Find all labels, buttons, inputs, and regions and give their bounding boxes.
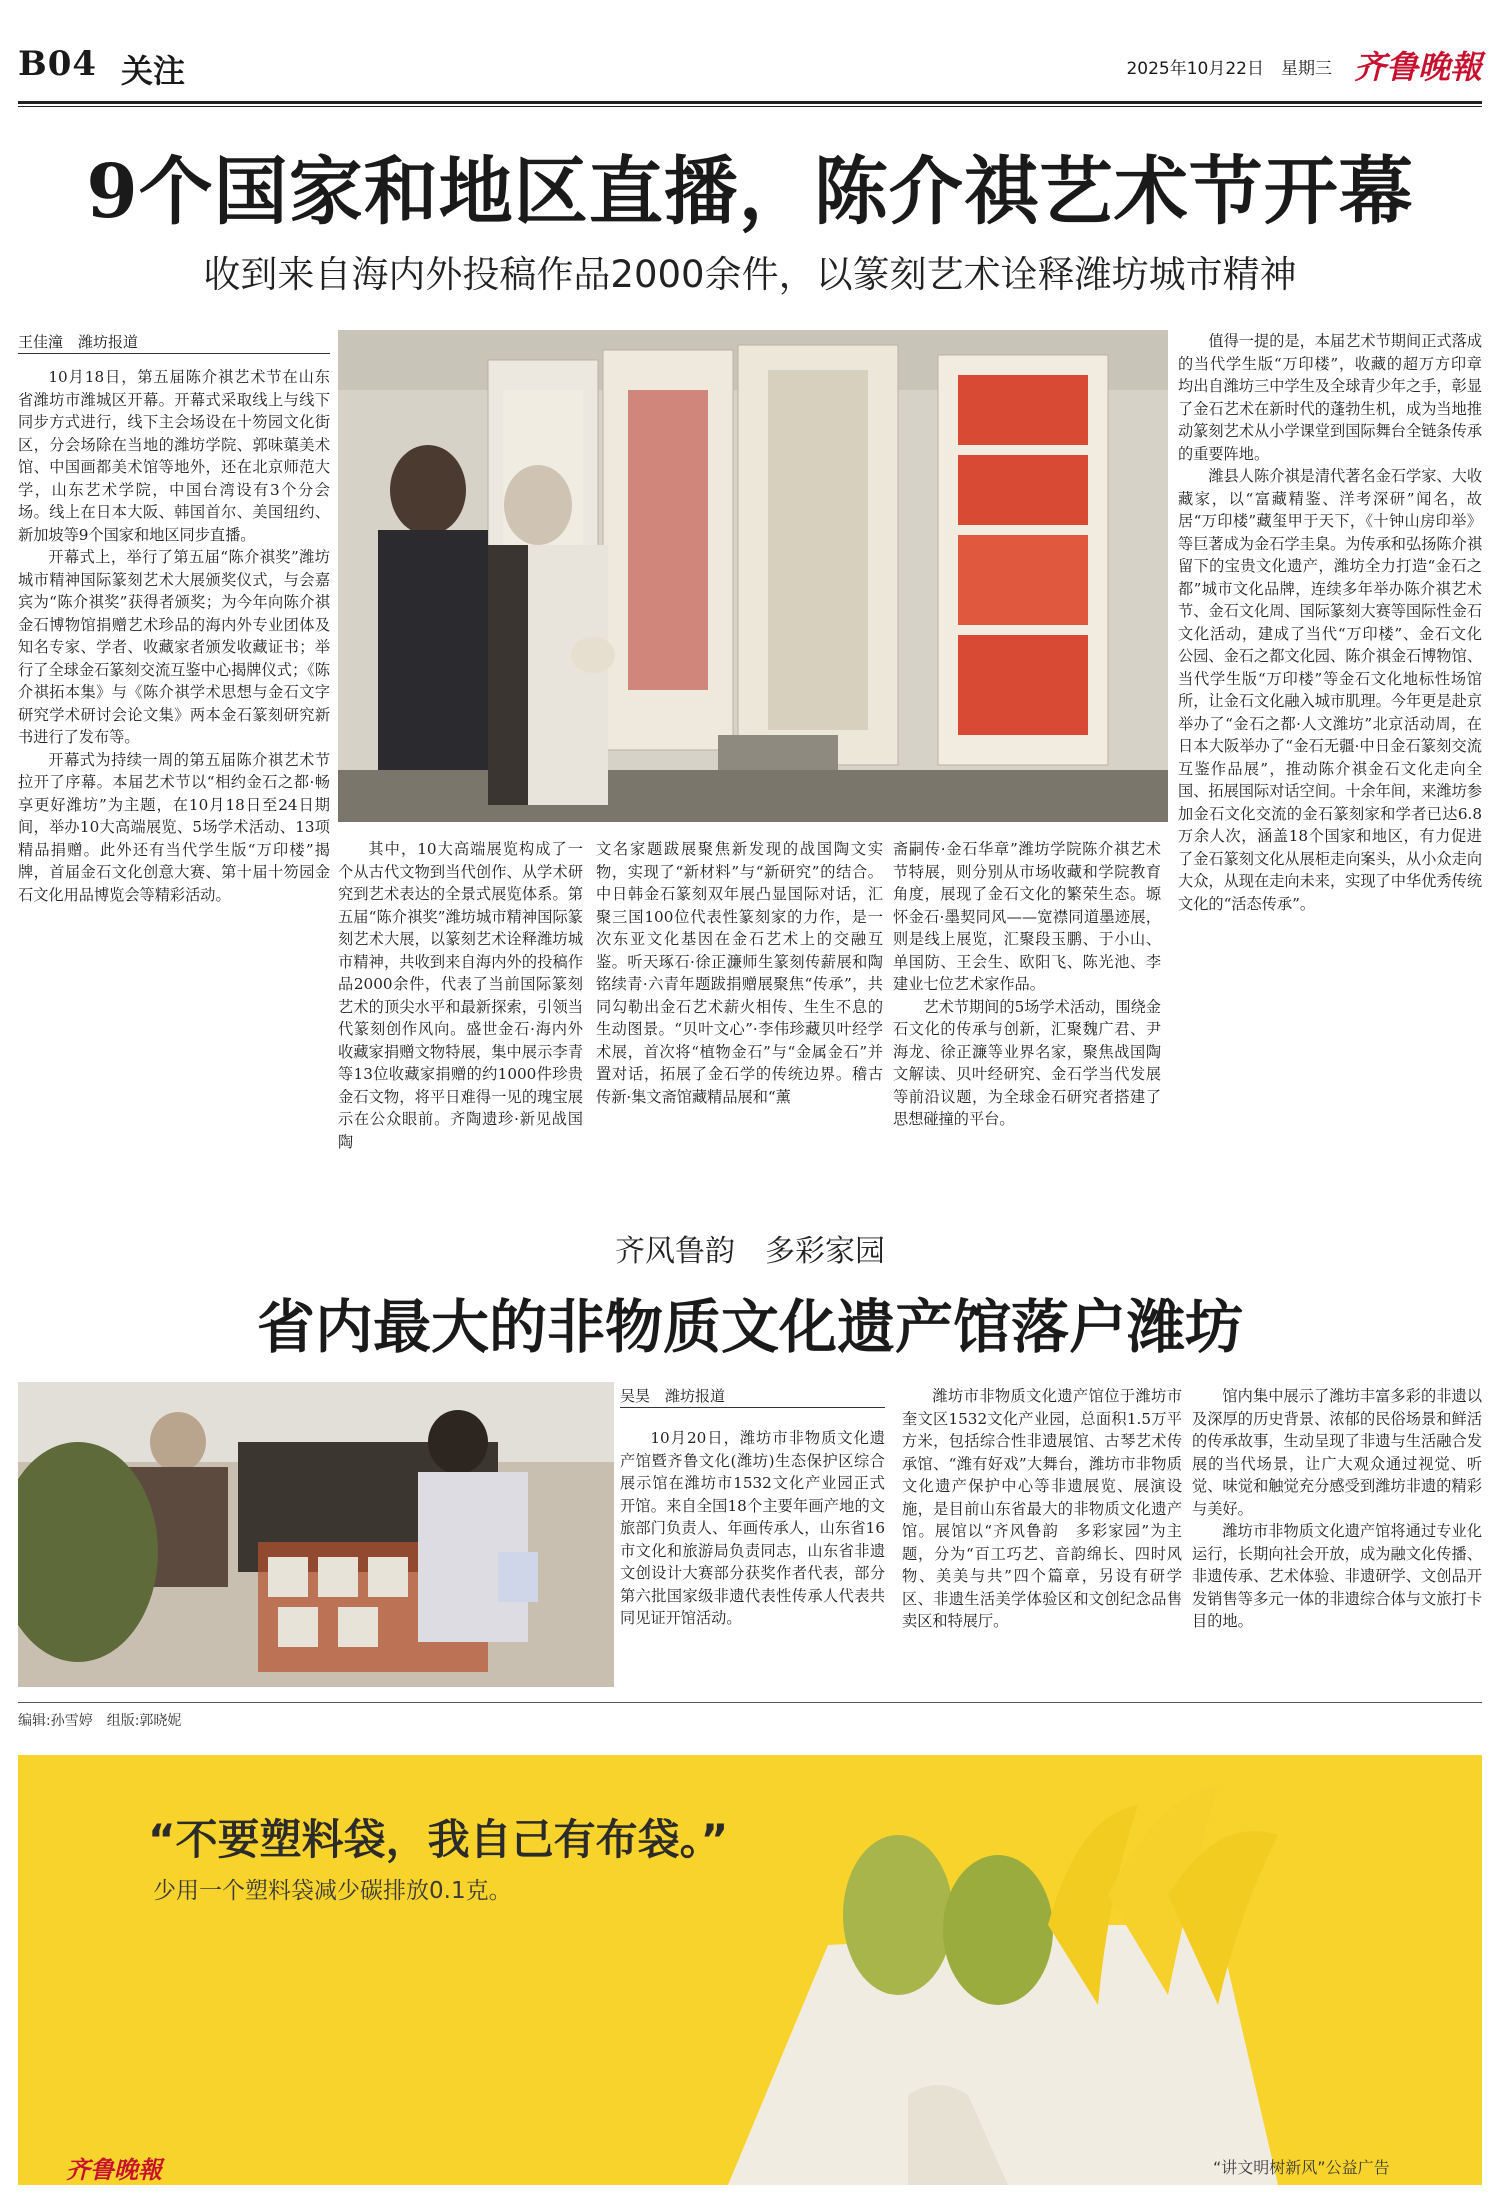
- public-service-ad: [18, 1755, 1482, 2185]
- exhibition-photo-image: [338, 330, 1168, 822]
- story1-column-3: [596, 838, 883, 1198]
- page-number: B04: [18, 44, 98, 84]
- story1-column-1: [18, 366, 330, 1196]
- story1-column-2: [338, 838, 583, 1198]
- ad-subline: 少用一个塑料袋减少碳排放0.1克。: [153, 1878, 512, 1904]
- exhibition-photo: [338, 330, 1168, 822]
- heritage-hall-photo: [18, 1382, 614, 1687]
- ad-campaign-tag: “讲文明树新风”公益广告: [1213, 2158, 1390, 2177]
- story1-column-5: [1178, 330, 1482, 1200]
- story1-column-4: [893, 838, 1161, 1198]
- editor-rule: [18, 1702, 1482, 1703]
- section-name: 关注: [121, 52, 186, 90]
- editor-credit: 编辑:孙雪婷 组版:郭晓妮: [18, 1713, 182, 1729]
- heritage-hall-photo-image: [18, 1382, 614, 1687]
- story2-column-3: [1192, 1385, 1482, 1695]
- story2-headline: 省内最大的非物质文化遗产馆落户潍坊: [256, 1293, 1243, 1361]
- story2-byline: 吴昊 潍坊报道: [620, 1387, 726, 1405]
- story1-byline: 王佳潼 潍坊报道: [18, 333, 139, 351]
- story2-col1-para: 10月20日，潍坊市非物质文化遗产馆暨齐鲁文化(潍坊)生态保护区综合展示馆在潍坊市1532文化产业园正式开馆。来自全国18个主要年画产地的文旅部门负责人、年画传承人，山东省16市文化和旅游局负责同志，山东省非遗文创设计大赛部分获奖作者代表，部分第六批国家级非遗代表性传承人代表共同见证开馆活动。: [620, 1429, 885, 1627]
- story2-column-1: [620, 1427, 885, 1692]
- masthead: [18, 40, 1482, 96]
- story2-kicker: 齐风鲁韵 多彩家园: [615, 1234, 885, 1269]
- story1-col1-para: 10月18日，第五届陈介祺艺术节在山东省潍坊市潍城区开幕。开幕式采取线上与线下同步方式进行，线下主会场设在十笏园文化街区，分会场除在当地的潍坊学院、郭味蕖美术馆、中国画都美术馆等地外，还在北京师范大学，山东艺术学院，中国台湾设有3个分会场。线上在日本大阪、韩国首尔、美国纽约、新加坡等9个国家和地区同步直播。: [18, 368, 330, 544]
- header-rule-thin: [18, 106, 1482, 107]
- story1-col1-para: 开幕式上，举行了第五届“陈介祺奖”潍坊城市精神国际篆刻艺术大展颁奖仪式，与会嘉宾为“陈介祺奖”获得者颁奖；为今年向陈介祺金石博物馆捐赠艺术珍品的海内外专业团体及知名专家、学者、收藏家者颁发收藏证书；举行了全球金石篆刻交流互鉴中心揭牌仪式；《陈介祺拓本集》与《陈介祺学术思想与金石文字研究学术研讨会论文集》两本金石篆刻研究新书进行了发布等。: [18, 548, 330, 746]
- byline-rule: [18, 353, 330, 354]
- story1-col4-para: 艺术节期间的5场学术活动，围绕金石文化的传承与创新，汇聚魏广君、尹海龙、徐正濂等业界名家，聚焦战国陶文解读、贝叶经研究、金石学当代发展等前沿议题，为全球金石研究者搭建了思想碰撞的平台。: [893, 997, 1161, 1128]
- story1-col4-para: 斋嗣传·金石华章”潍坊学院陈介祺艺术节特展，则分别从市场收藏和学院教育角度，展现了金石文化的繁荣生态。塬怀金石·墨契同风——宽襟同道墨迹展，则是线上展览，汇聚段玉鹏、于小山、单国防、王会生、欧阳飞、陈光池、李建业七位艺术家作品。: [893, 840, 1161, 993]
- header-rule: [18, 101, 1482, 104]
- newspaper-logo: 齐鲁晚報: [1353, 48, 1482, 86]
- story1-headline: 9个国家和地区直播，陈介祺艺术节开幕: [86, 149, 1414, 235]
- story1-col5-para: 潍县人陈介祺是清代著名金石学家、大收藏家，以“富藏精鉴、洋考深研”闻名，故居“万印楼”藏玺甲于天下，《十钟山房印举》等巨著成为金石学圭臬。为传承和弘扬陈介祺留下的宝贵文化遗产，潍坊全力打造“金石之都”城市文化品牌，连续多年举办陈介祺艺术节、金石文化周、国际篆刻大赛等国际性金石文化活动，建成了当代“万印楼”、金石文化公园、金石之都文化园、陈介祺金石博物馆、当代学生版“万印楼”等金石文化地标性场馆所，让金石文化融入城市肌理。今年更是赴京举办了“金石之都·人文潍坊”北京活动周，在日本大阪举办了“金石无疆·中日金石篆刻交流互鉴作品展”，推动陈介祺金石文化走向全国、拓展国际对话空间。十余年间，来潍坊参加金石文化交流的金石篆刻家和学者已达6.8万余人次，涵盖18个国家和地区，有力促进了金石篆刻文化从展柜走向案头，从小众走向大众，从现在走向未来，实现了中华优秀传统文化的“活态传承”。: [1178, 467, 1482, 913]
- byline-rule: [620, 1407, 885, 1408]
- story1-col3-para: 文名家题跋展聚焦新发现的战国陶文实物，实现了“新材料”与“新研究”的结合。中日韩金石篆刻双年展凸显国际对话，汇聚三国100位代表性篆刻家的力作，是一次东亚文化基因在金石艺术上的交融互鉴。听天琢石·徐正濂师生篆刻传薪展和陶铭续青·六青年题跋捐赠展聚焦“传承”，共同勾勒出金石艺术薪火相传、生生不息的生动图景。“贝叶文心”·李伟珍藏贝叶经学术展，首次将“植物金石”与“金属金石”并置对话，拓展了金石学的传统边界。稽古传新·集文斋馆藏精品展和“薰: [596, 840, 883, 1106]
- story2-column-2: [902, 1385, 1182, 1695]
- story1-col1-para: 开幕式为持续一周的第五届陈介祺艺术节拉开了序幕。本届艺术节以“相约金石之都·畅享更好潍坊”为主题，在10月18日至24日期间，举办10大高端展览、5场学术活动、13项精品捐赠。此外还有当代学生版“万印楼”揭牌，首届金石文化创意大赛、第十届十笏园金石文化用品博览会等精彩活动。: [18, 750, 330, 904]
- story2-col3-para: 潍坊市非物质文化遗产馆将通过专业化运行，长期向社会开放，成为融文化传播、非遗传承、艺术体验、非遗研学、文创品开发销售等多元一体的非遗综合体与文旅打卡目的地。: [1192, 1522, 1482, 1630]
- ad-slogan: “不要塑料袋，我自己有布袋。”: [148, 1815, 729, 1864]
- tote-bag-illustration: [578, 1775, 1478, 2185]
- story1-col2-para: 其中，10大高端展览构成了一个从古代文物到当代创作、从学术研究到艺术表达的全景式展览体系。第五届“陈介祺奖”潍坊城市精神国际篆刻艺术大展，以篆刻艺术诠释潍坊城市精神，共收到来自海内外的投稿作品2000余件，代表了当前国际篆刻艺术的顶尖水平和最新探索，引领当代篆刻创作风向。盛世金石·海内外收藏家捐赠文物特展，集中展示李青等13位收藏家捐赠的约1000件珍贵金石文物，将平日难得一见的瑰宝展示在公众眼前。齐陶遗珍·新见战国陶: [338, 840, 583, 1151]
- story1-subhead: 收到来自海内外投稿作品2000余件，以篆刻艺术诠释潍坊城市精神: [203, 253, 1297, 296]
- issue-date: 2025年10月22日 星期三: [1126, 59, 1332, 79]
- story1-col5-para: 值得一提的是，本届艺术节期间正式落成的当代学生版“万印楼”，收藏的超万方印章均出自潍坊三中学生及全球青少年之手，彰显了金石艺术在新时代的蓬勃生机，成为当地推动篆刻艺术从小学课堂到国际舞台全链条传承的重要阵地。: [1178, 332, 1482, 463]
- story2-col3-para: 馆内集中展示了潍坊丰富多彩的非遗以及深厚的历史背景、浓郁的民俗场景和鲜活的传承故事，生动呈现了非遗与生活融合发展的当代场景，让广大观众通过视觉、听觉、味觉和触觉充分感受到潍坊非遗的精彩与美好。: [1192, 1387, 1482, 1518]
- story2-col2-para: 潍坊市非物质文化遗产馆位于潍坊市奎文区1532文化产业园，总面积1.5万平方米，包括综合性非遗展馆、古琴艺术传承馆、“潍有好戏”大舞台，潍坊市非物质文化遗产保护中心等非遗展览、展演设施，是目前山东省最大的非物质文化遗产馆。展馆以“齐风鲁韵 多彩家园”为主题，分为“百工巧艺、音韵绵长、四时风物、美美与共”四个篇章，另设有研学区、非遗生活美学体验区和文创纪念品售卖区和特展厅。: [902, 1387, 1182, 1630]
- ad-newspaper-logo: 齐鲁晚報: [66, 2155, 162, 2184]
